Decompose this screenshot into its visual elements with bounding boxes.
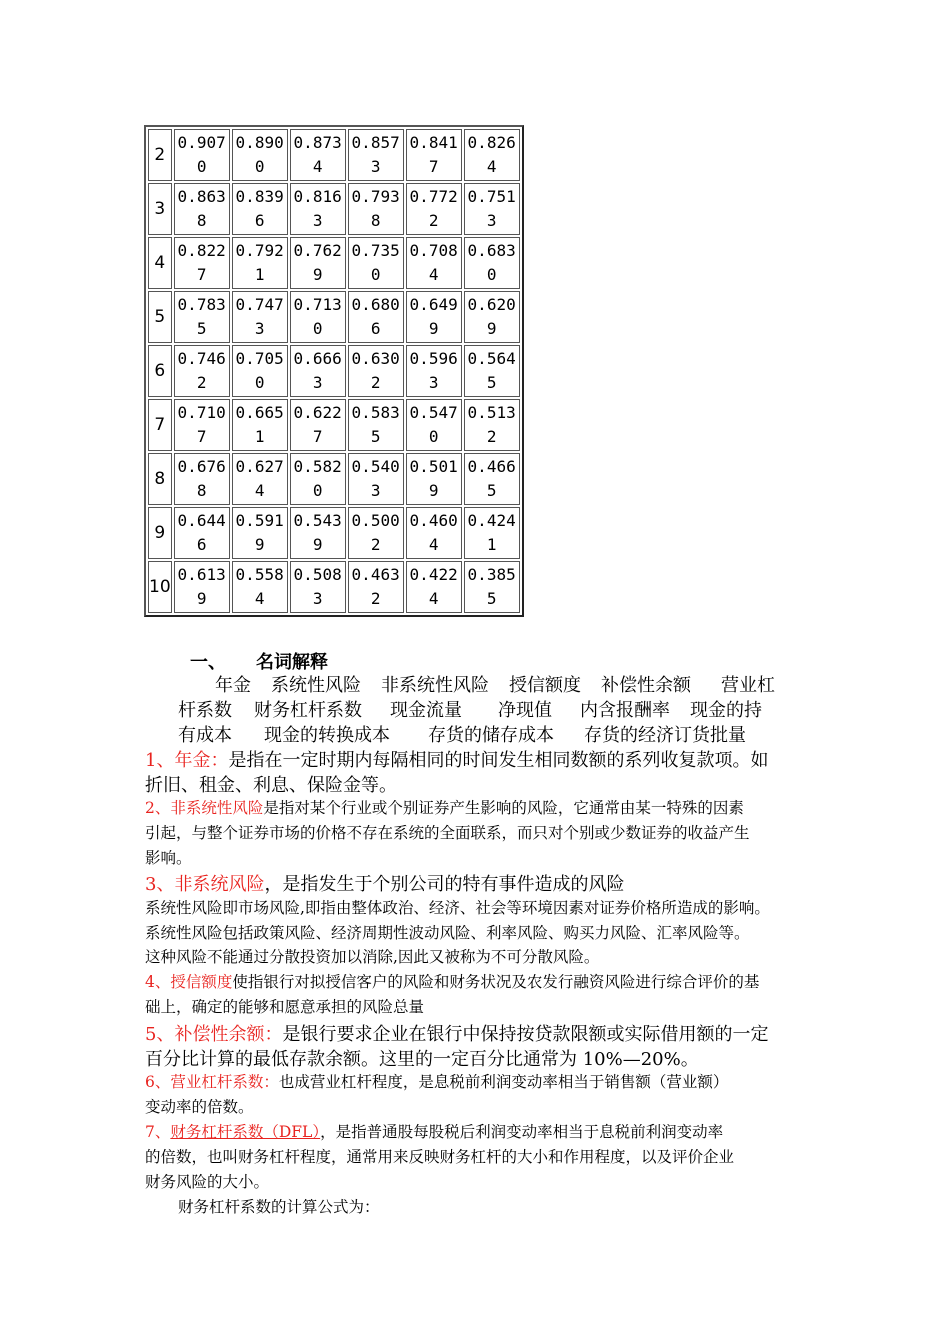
value-cell: 0.630 2 [348, 345, 404, 397]
present-value-table [144, 125, 524, 617]
definition-1-line-1 [145, 746, 768, 772]
value-cell: 0.747 3 [232, 291, 288, 343]
value-cell: 0.582 0 [290, 453, 346, 505]
value-cell: 0.772 2 [406, 183, 462, 235]
definition-6-line-1 [145, 1070, 728, 1092]
value-cell: 0.826 4 [464, 129, 520, 181]
value-cell: 0.890 0 [232, 129, 288, 181]
term: 现金流量 [390, 700, 462, 721]
definition-5-line-2: 百分比计算的最低存款余额。这里的一定百分比通常为 10%—20%。 [145, 1049, 699, 1070]
value-cell: 0.500 2 [348, 507, 404, 559]
definition-7-line-3: 财务风险的大小。 [145, 1173, 270, 1191]
table-row [148, 453, 520, 505]
value-cell: 0.547 0 [406, 399, 462, 451]
term: 系统性风险 [271, 675, 361, 696]
term: 年金 [215, 675, 251, 696]
table-row [148, 399, 520, 451]
period-cell: 2 [148, 129, 172, 181]
value-cell: 0.873 4 [290, 129, 346, 181]
value-cell: 0.385 5 [464, 561, 520, 613]
value-cell: 0.424 1 [464, 507, 520, 559]
value-cell: 0.841 7 [406, 129, 462, 181]
value-cell: 0.591 9 [232, 507, 288, 559]
value-cell: 0.596 3 [406, 345, 462, 397]
value-cell: 0.839 6 [232, 183, 288, 235]
terms-line-3 [178, 721, 746, 747]
value-cell: 0.543 9 [290, 507, 346, 559]
value-cell: 0.613 9 [174, 561, 230, 613]
value-cell: 0.822 7 [174, 237, 230, 289]
value-cell: 0.792 1 [232, 237, 288, 289]
term: 现金的持 [690, 700, 762, 721]
value-cell: 0.708 4 [406, 237, 462, 289]
definition-3-line-1 [145, 870, 624, 896]
definition-6-line-2: 变动率的倍数。 [145, 1098, 254, 1116]
value-cell: 0.746 2 [174, 345, 230, 397]
table-row [148, 507, 520, 559]
value-cell: 0.907 0 [174, 129, 230, 181]
value-cell: 0.816 3 [290, 183, 346, 235]
table-row [148, 561, 520, 613]
value-cell: 0.627 4 [232, 453, 288, 505]
value-cell: 0.793 8 [348, 183, 404, 235]
definition-text: ，是指普通股每股税后利润变动率相当于息税前利润变动率 [320, 1123, 724, 1141]
present-value-table-body [148, 129, 520, 613]
value-cell: 0.466 5 [464, 453, 520, 505]
definition-text: 也成营业杠杆程度，是息税前利润变动率相当于销售额（营业额） [278, 1073, 729, 1091]
definition-5-term: 5、补偿性余额： [145, 1024, 283, 1045]
term: 存货的经济订货批量 [584, 725, 746, 746]
value-cell: 0.644 6 [174, 507, 230, 559]
definition-7-line-1 [145, 1120, 723, 1142]
definition-7-line-2: 的倍数，也叫财务杠杆程度，通常用来反映财务杠杆的大小和作用程度，以及评价企业 [145, 1148, 735, 1166]
table-row [148, 129, 520, 181]
value-cell: 0.857 3 [348, 129, 404, 181]
period-cell: 5 [148, 291, 172, 343]
value-cell: 0.558 4 [232, 561, 288, 613]
definition-3-line-3: 系统性风险包括政策风险、经济周期性波动风险、利率风险、购买力风险、汇率风险等。 [145, 924, 750, 942]
value-cell: 0.508 3 [290, 561, 346, 613]
period-cell: 4 [148, 237, 172, 289]
definition-text: 是指在一定时期内每隔相同的时间发生相同数额的系列收复款项。如 [228, 750, 769, 771]
value-cell: 0.513 2 [464, 399, 520, 451]
period-cell: 7 [148, 399, 172, 451]
term: 杆系数 [178, 700, 232, 721]
table-row [148, 183, 520, 235]
terms-line-2 [178, 696, 762, 722]
definition-3-line-4: 这种风险不能通过分散投资加以消除,因此又被称为不可分散风险。 [145, 948, 600, 966]
definition-7-term: 财务杠杆系数（DFL） [170, 1123, 321, 1141]
definition-5-line-1 [145, 1020, 768, 1046]
value-cell: 0.665 1 [232, 399, 288, 451]
value-cell: 0.583 5 [348, 399, 404, 451]
table-row [148, 237, 520, 289]
term: 补偿性余额 [601, 675, 691, 696]
table-row [148, 291, 520, 343]
value-cell: 0.751 3 [464, 183, 520, 235]
terms-line-1 [215, 671, 775, 697]
value-cell: 0.676 8 [174, 453, 230, 505]
term: 存货的储存成本 [428, 725, 554, 746]
period-cell: 8 [148, 453, 172, 505]
value-cell: 0.783 5 [174, 291, 230, 343]
definition-4-line-1 [145, 970, 759, 992]
definition-2-term: 2、非系统性风险 [145, 799, 264, 817]
term: 营业杠 [721, 675, 775, 696]
value-cell: 0.666 3 [290, 345, 346, 397]
table-row [148, 345, 520, 397]
value-cell: 0.735 0 [348, 237, 404, 289]
term: 内含报酬率 [580, 700, 670, 721]
period-cell: 9 [148, 507, 172, 559]
value-cell: 0.501 9 [406, 453, 462, 505]
definition-4-line-2: 础上，确定的能够和愿意承担的风险总量 [145, 998, 425, 1016]
value-cell: 0.460 4 [406, 507, 462, 559]
value-cell: 0.863 8 [174, 183, 230, 235]
definition-3-line-2: 系统性风险即市场风险,即指由整体政治、经济、社会等环境因素对证券价格所造成的影响。 [145, 899, 770, 917]
definition-3-term: 3、非系统风险 [145, 874, 265, 895]
value-cell: 0.540 3 [348, 453, 404, 505]
term: 现金的转换成本 [264, 725, 390, 746]
term: 非系统性风险 [381, 675, 489, 696]
definition-text: 使指银行对拟授信客户的风险和财务状况及农发行融资风险进行综合评价的基 [232, 973, 760, 991]
value-cell: 0.710 7 [174, 399, 230, 451]
value-cell: 0.713 0 [290, 291, 346, 343]
value-cell: 0.620 9 [464, 291, 520, 343]
definition-text: 是指对某个行业或个别证券产生影响的风险，它通常由某一特殊的因素 [263, 799, 744, 817]
definition-2-line-3: 影响。 [145, 849, 192, 867]
definition-6-term: 6、营业杠杆系数： [145, 1073, 279, 1091]
value-cell: 0.622 7 [290, 399, 346, 451]
definition-7-prefix: 7、 [145, 1123, 171, 1141]
definition-text: ，是指发生于个别公司的特有事件造成的风险 [264, 874, 625, 895]
formula-intro: 财务杠杆系数的计算公式为： [178, 1198, 380, 1216]
value-cell: 0.463 2 [348, 561, 404, 613]
value-cell: 0.683 0 [464, 237, 520, 289]
definition-1-line-2: 折旧、租金、利息、保险金等。 [145, 775, 397, 796]
period-cell: 10 [148, 561, 172, 613]
value-cell: 0.680 6 [348, 291, 404, 343]
term: 授信额度 [509, 675, 581, 696]
section-number: 一、 [190, 652, 226, 673]
definition-text: 是银行要求企业在银行中保持按贷款限额或实际借用额的一定 [282, 1024, 769, 1045]
definition-4-term: 4、授信额度 [145, 973, 233, 991]
period-cell: 3 [148, 183, 172, 235]
value-cell: 0.705 0 [232, 345, 288, 397]
definition-1-term: 1、年金： [145, 750, 229, 771]
value-cell: 0.762 9 [290, 237, 346, 289]
definition-2-line-2: 引起，与整个证券市场的价格不存在系统的全面联系，而只对个别或少数证券的收益产生 [145, 824, 750, 842]
value-cell: 0.649 9 [406, 291, 462, 343]
definition-2-line-1 [145, 796, 744, 818]
period-cell: 6 [148, 345, 172, 397]
term: 净现值 [498, 700, 552, 721]
value-cell: 0.564 5 [464, 345, 520, 397]
term: 有成本 [178, 725, 232, 746]
section-title: 名词解释 [256, 652, 328, 673]
term: 财务杠杆系数 [254, 700, 362, 721]
value-cell: 0.422 4 [406, 561, 462, 613]
